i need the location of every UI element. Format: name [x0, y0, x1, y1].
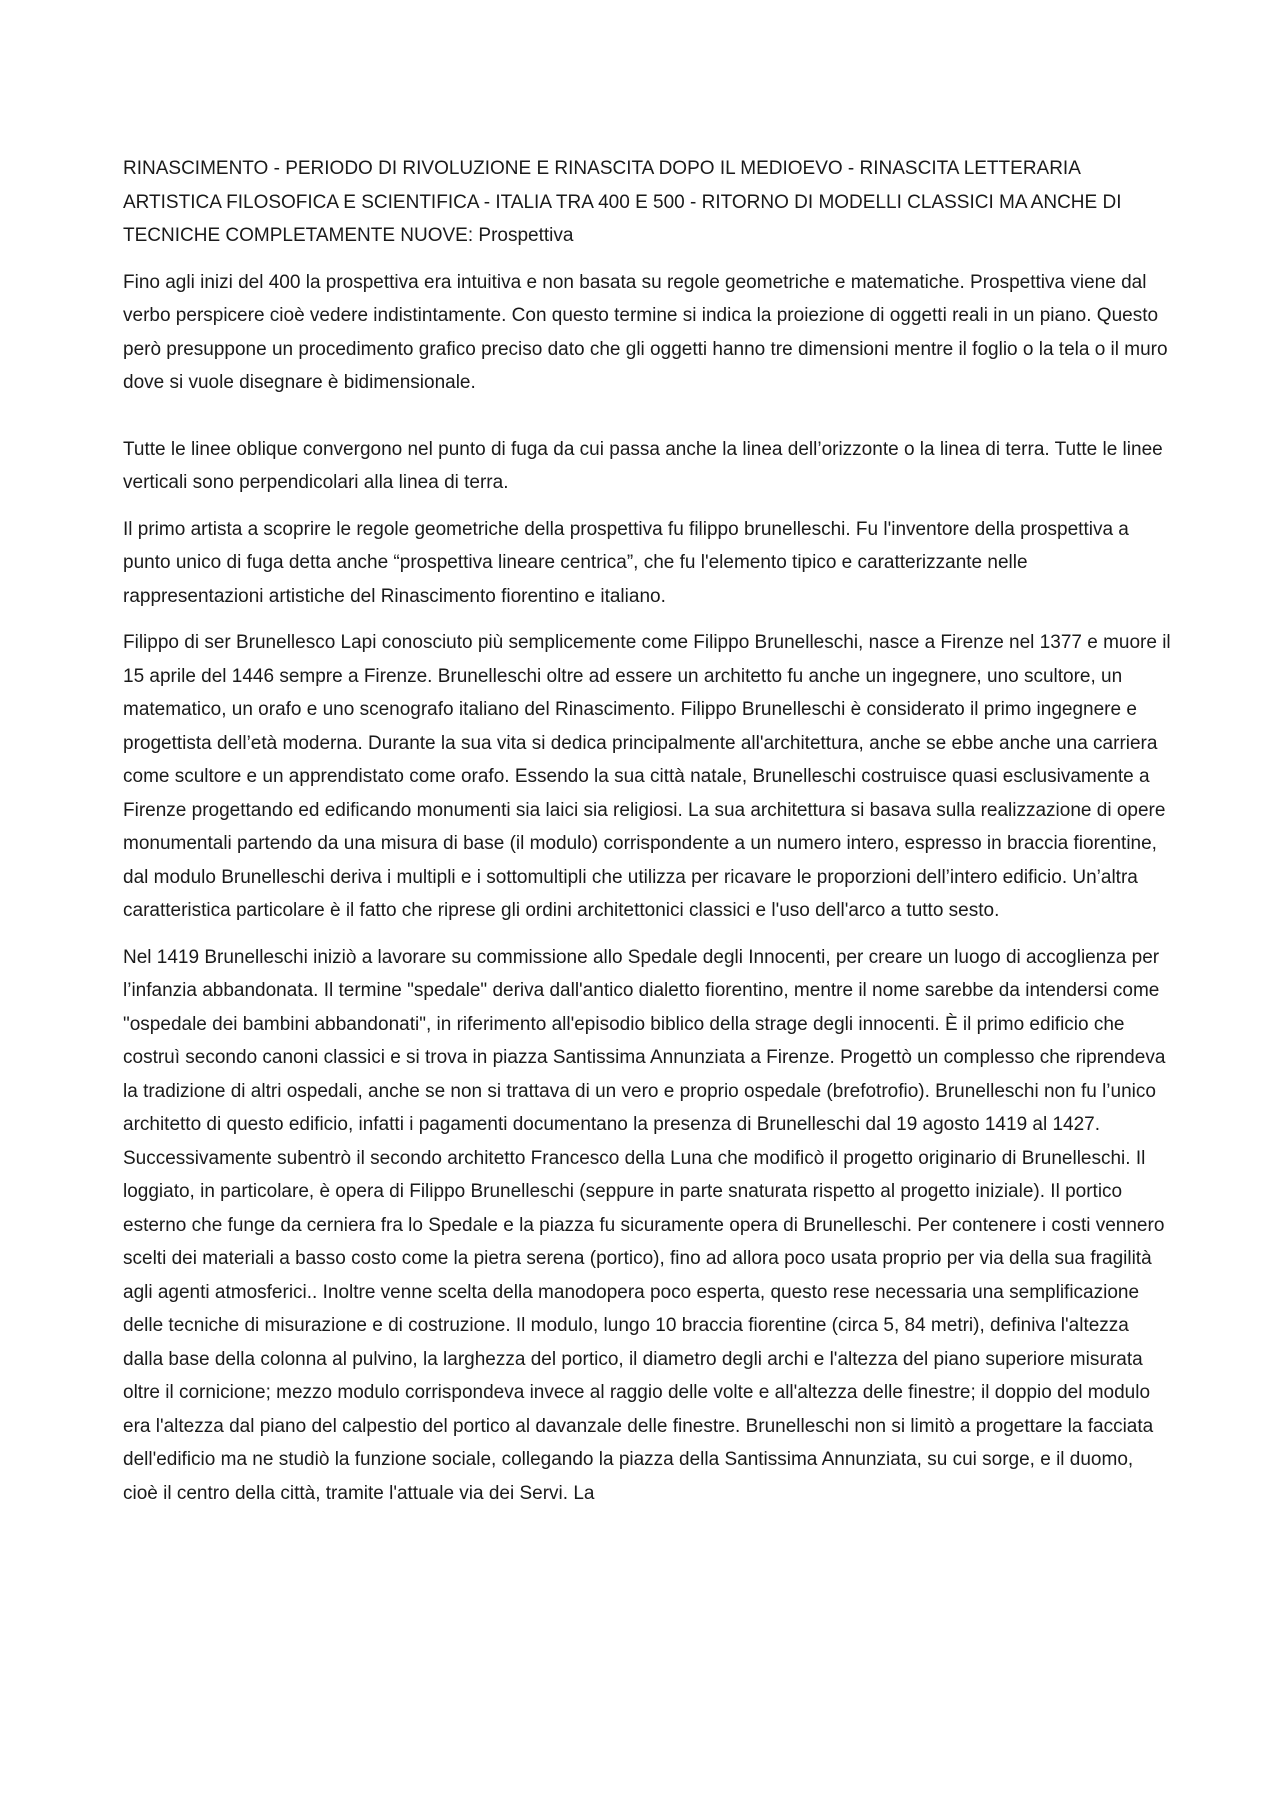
- paragraph-spedale-innocenti: Nel 1419 Brunelleschi iniziò a lavorare su commissione allo Spedale degli Innocenti, per creare un luogo di accoglienza per l’infanzia abbandonata. Il termine "spedale" deriva dall'antico dialetto fiorentino, mentre il nome sarebbe da intendersi come "ospedale dei bambini abbandonati", in riferimento all'episodio biblico della strage degli innocenti. È il primo edificio che costruì secondo canoni classici e si trova in piazza Santissima Annunziata a Firenze. Progettò un complesso che riprendeva la tradizione di altri ospedali, anche se non si trattava di un vero e proprio ospedale (brefotrofio). Brunelleschi non fu l’unico architetto di questo edificio, infatti i pagamenti documentano la presenza di Brunelleschi dal 19 agosto 1419 al 1427. Successivamente subentrò il secondo architetto Francesco della Luna che modificò il progetto originario di Brunelleschi. Il loggiato, in particolare, è opera di Filippo Brunelleschi (seppure in parte snaturata rispetto al progetto iniziale). Il portico esterno che funge da cerniera fra lo Spedale e la piazza fu sicuramente opera di Brunelleschi. Per contenere i costi vennero scelti dei materiali a basso costo come la pietra serena (portico), fino ad allora poco usata proprio per via della sua fragilità agli agenti atmosferici.. Inoltre venne scelta della manodopera poco esperta, questo rese necessaria una semplificazione delle tecniche di misurazione e di costruzione. Il modulo, lungo 10 braccia fiorentine (circa 5, 84 metri), definiva l'altezza dalla base della colonna al pulvino, la larghezza del portico, il diametro degli archi e l'altezza del piano superiore misurata oltre il cornicione; mezzo modulo corrispondeva invece al raggio delle volte e all'altezza delle finestre; il doppio del modulo era l'altezza dal piano del calpestio del portico al davanzale delle finestre. Brunelleschi non si limitò a progettare la facciata dell'edificio ma ne studiò la funzione sociale, collegando la piazza della Santissima Annunziata, su cui sorge, e il duomo, cioè il centro della città, tramite l'attuale via dei Servi. La: [123, 946, 1166, 1504]
- paragraph-brunelleschi-biography: Filippo di ser Brunellesco Lapi conosciuto più semplicemente come Filippo Brunelleschi, nasce a Firenze nel 1377 e muore il 15 aprile del 1446 sempre a Firenze. Brunelleschi oltre ad essere un architetto fu anche un ingegnere, uno scultore, un matematico, un orafo e uno scenografo italiano del Rinascimento. Filippo Brunelleschi è considerato il primo ingegnere e progettista dell’età moderna. Durante la sua vita si dedica principalmente all'architettura, anche se ebbe anche una carriera come scultore e un apprendistato come orafo. Essendo la sua città natale, Brunelleschi costruisce quasi esclusivamente a Firenze progettando ed edificando monumenti sia laici sia religiosi. La sua architettura si basava sulla realizzazione di opere monumentali partendo da una misura di base (il modulo) corrispondente a un numero intero, espresso in braccia fiorentine, dal modulo Brunelleschi deriva i multipli e i sottomultipli che utilizza per ricavare le proporzioni dell’intero edificio. Un’altra caratteristica particolare è il fatto che riprese gli ordini architettonici classici e l'uso dell'arco a tutto sesto.: [123, 632, 1171, 921]
- document-body: [123, 152, 1173, 1523]
- document-heading: RINASCIMENTO - PERIODO DI RIVOLUZIONE E RINASCITA DOPO IL MEDIOEVO - RINASCITA LETTERARIA ARTISTICA FILOSOFICA E SCIENTIFICA - ITALIA TRA 400 E 500 - RITORNO DI MODELLI CLASSICI MA ANCHE DI TECNICHE COMPLETAMENTE NUOVE: Prospettiva: [123, 158, 1122, 246]
- paragraph-perspective-intro: Fino agli inizi del 400 la prospettiva era intuitiva e non basata su regole geometriche e matematiche. Prospettiva viene dal verbo perspicere cioè vedere indistintamente. Con questo termine si indica la proiezione di oggetti reali in un piano. Questo però presuppone un procedimento grafico preciso dato che gli oggetti hanno tre dimensioni mentre il foglio o la tela o il muro dove si vuole disegnare è bidimensionale.: [123, 271, 1168, 393]
- paragraph-brunelleschi-inventor: Il primo artista a scoprire le regole geometriche della prospettiva fu filippo brunelleschi. Fu l'inventore della prospettiva a punto unico di fuga detta anche “prospettiva lineare centrica”, che fu l'elemento tipico e caratterizzante nelle rappresentazioni artistiche del Rinascimento fiorentino e italiano.: [123, 518, 1129, 607]
- paragraph-vanishing-point: Tutte le linee oblique convergono nel punto di fuga da cui passa anche la linea dell’orizzonte o la linea di terra. Tutte le linee verticali sono perpendicolari alla linea di terra.: [123, 438, 1163, 493]
